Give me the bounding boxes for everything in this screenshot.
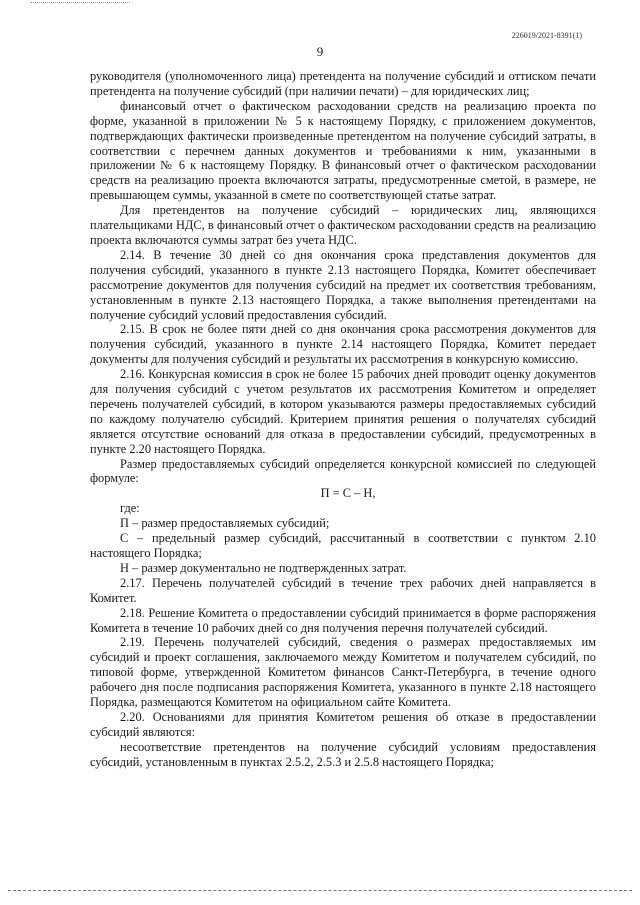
where-label: где: (120, 501, 140, 516)
definition-c: С – предельный размер субсидий, рассчитанный в соответствии с пунктом 2.10 настоящего Порядка; (90, 531, 596, 560)
paragraph-2-15: 2.15. В срок не более пяти дней со дня окончания срока рассмотрения документов для получения субсидий, указанного в пункте 2.14 настоящего Порядка, Комитет передает документы для получения субсидий и результаты их рассмотрения в конкурсную комиссию. (90, 322, 596, 367)
paragraph-2-17: 2.17. Перечень получателей субсидий в течение трех рабочих дней направляется в Комитет. (90, 575, 596, 605)
formula: П = С – Н, (320, 486, 376, 501)
paragraph: несоответствие претендентов на получение субсидий условиям предоставления субсидий, установленным в пунктах 2.5.2, 2.5.3 и 2.5.8 настоящего Порядка; (90, 739, 596, 769)
paragraph-2-18: 2.18. Решение Комитета о предоставлении субсидий принимается в форме распоряжения Комитета в течение 10 рабочих дней со дня получения перечня получателей субсидий. (90, 605, 596, 635)
paragraph-2-16: 2.16. Конкурсная комиссия в срок не более 15 рабочих дней проводит оценку документов для получения субсидий с учетом результатов их рассмотрения Комитетом и определяет перечень получателей субсидий, в котором указываются размеры предоставляемых субсидий по каждому получателю субсидий. Критерием принятия решения о получателях субсидий является отсутствие оснований для отказа в предоставлении субсидий, предусмотренных в пункте 2.20 настоящего Порядка. (90, 367, 596, 456)
scan-edge-top (30, 2, 130, 3)
paragraph: руководителя (уполномоченного лица) претендента на получение субсидий и оттиском печати претендента на получение субсидий (при наличии печати) – для юридических лиц; (90, 69, 596, 98)
paragraph-2-20: 2.20. Основаниями для принятия Комитетом решения об отказе в предоставлении субсидий являются: (90, 709, 596, 739)
document-body (90, 69, 596, 770)
paragraph: финансовый отчет о фактическом расходовании средств на реализацию проекта по форме, указанной в приложении № 5 к настоящему Порядку, с приложением документов, подтверждающих фактически произведенные претендентом на получение субсидий затраты, в соответствии с перечнем данных документов и требованиями к ним, указанными в приложении № 6 к настоящему Порядку. В финансовый отчет о фактическом расходовании средств на реализацию проекта включаются затраты, предусмотренные сметой, в размере, не превышающем суммы, указанной в смете по соответствующей статье затрат. (90, 98, 596, 203)
definition-p: П – размер предоставляемых субсидий; (120, 516, 330, 531)
scan-edge-bottom (8, 890, 632, 891)
document-id: 226019/2021-8391(1) (511, 31, 582, 40)
paragraph-2-14: 2.14. В течение 30 дней со дня окончания срока представления документов для получения субсидий, указанного в пункте 2.13 настоящего Порядка, Комитет обеспечивает рассмотрение документов для получения субсидий на предмет их соответствия требованиям, установленным в пункте 2.13 настоящего Порядка, а также выполнения претендентами на получение субсидий условий предоставления субсидий. (90, 247, 596, 322)
page-number: 9 (316, 44, 324, 59)
definition-h: Н – размер документально не подтвержденных затрат. (120, 560, 407, 575)
paragraph: Размер предоставляемых субсидий определяется конкурсной комиссией по следующей формуле: (90, 456, 596, 486)
paragraph: Для претендентов на получение субсидий – юридических лиц, являющихся плательщиками НДС, в финансовый отчет о фактическом расходовании средств на реализацию проекта включаются суммы затрат без учета НДС. (90, 203, 596, 247)
paragraph-2-19: 2.19. Перечень получателей субсидий, сведения о размерах предоставляемых им субсидий и проект соглашения, заключаемого между Комитетом и получателем субсидий, по типовой форме, утвержденной Комитетом финансов Санкт-Петербурга, в течение одного рабочего дня после подписания распоряжения Комитета, указанного в пункте 2.18 настоящего Порядка, размещаются Комитетом на официальном сайте Комитета. (90, 635, 596, 710)
